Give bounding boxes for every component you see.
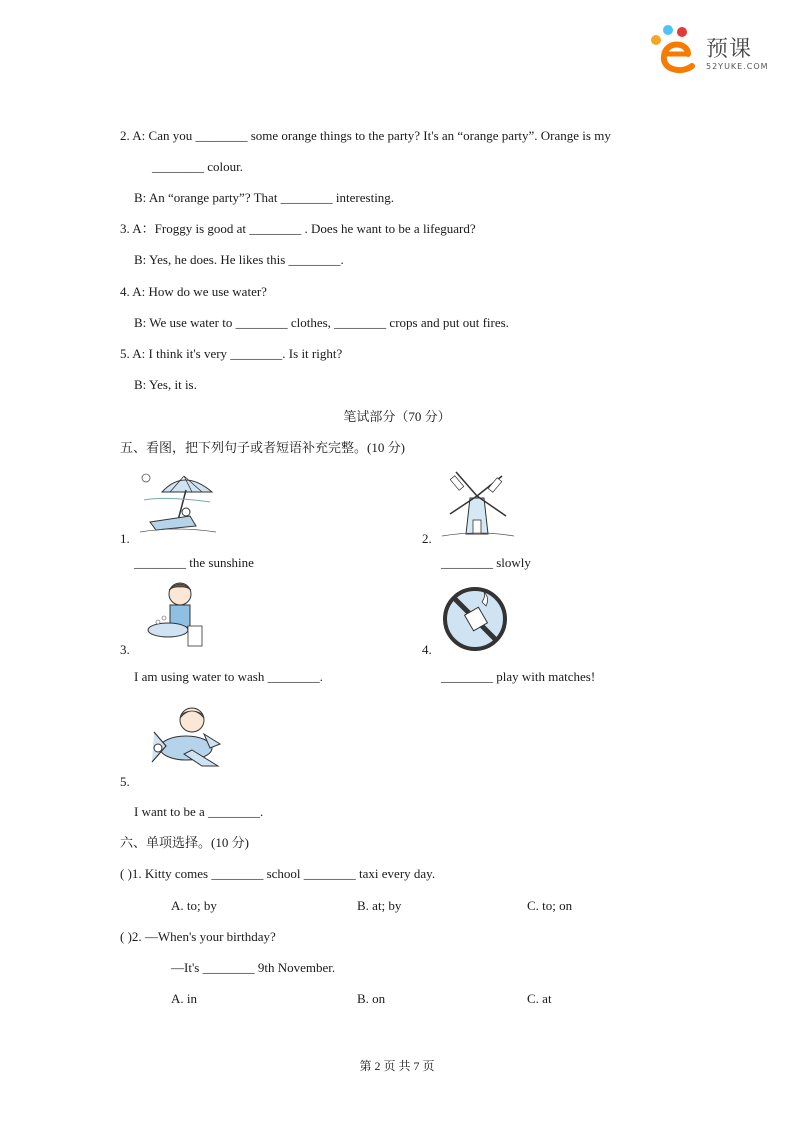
q4-line-a: 4. A: How do we use water? xyxy=(120,284,267,299)
s5-item5-num: 5. xyxy=(120,774,130,789)
q3-line-a: 3. A：Froggy is good at ________ . Does he want to be a lifeguard? xyxy=(120,221,476,236)
s5-item4-text: ________ play with matches! xyxy=(441,669,596,684)
s6-q2-stem: ( )2. —When's your birthday? xyxy=(120,929,276,944)
logo-site-text: 52YUKE.COM xyxy=(706,62,769,71)
logo-brand-text: 预课 xyxy=(706,37,753,62)
s6-q2-option-b: B. on xyxy=(357,991,386,1006)
section5-title: 五、看图，把下列句子或者短语补充完整。(10 分) xyxy=(120,440,405,455)
q4-line-b: B: We use water to ________ clothes, ________ crops and put out fires. xyxy=(134,315,509,330)
s5-item1-text: ________ the sunshine xyxy=(134,555,254,570)
s5-item3-text: I am using water to wash ________. xyxy=(134,669,323,684)
s6-q1-option-c: C. to; on xyxy=(527,898,573,913)
page-footer: 第 2 页 共 7 页 xyxy=(359,1059,435,1073)
s6-q2-line2: —It's ________ 9th November. xyxy=(171,960,336,975)
s5-item5-text: I want to be a ________. xyxy=(134,804,264,819)
q3-line-b: B: Yes, he does. He likes this ________. xyxy=(134,252,344,267)
s5-item2-text: ________ slowly xyxy=(441,555,531,570)
q2-line-a1: 2. A: Can you ________ some orange things to the party? It's an “orange party”. Orange is my xyxy=(120,128,611,143)
s6-q2-option-c: C. at xyxy=(527,991,552,1006)
q2-line-b: B: An “orange party”? That ________ interesting. xyxy=(134,190,395,205)
s6-q1-stem: ( )1. Kitty comes ________ school ________ taxi every day. xyxy=(120,866,436,881)
no-matches-icon xyxy=(440,584,510,654)
s6-q1-option-a: A. to; by xyxy=(171,898,217,913)
s6-q2-option-a: A. in xyxy=(171,991,197,1006)
q2-line-a2: ________ colour. xyxy=(152,159,243,174)
s5-item2-num: 2. xyxy=(422,531,432,546)
brand-logo xyxy=(646,24,776,80)
logo-mark-icon xyxy=(646,24,704,80)
s5-item1-num: 1. xyxy=(120,531,130,546)
section6-title: 六、单项选择。(10 分) xyxy=(120,835,249,850)
q5-line-b: B: Yes, it is. xyxy=(134,377,197,392)
pilot-plane-icon xyxy=(144,704,224,780)
s6-q1-option-b: B. at; by xyxy=(357,898,402,913)
s5-item4-num: 4. xyxy=(422,642,432,657)
beach-umbrella-icon xyxy=(136,470,218,538)
boy-washing-icon xyxy=(144,580,216,652)
q5-line-a: 5. A: I think it's very ________. Is it right? xyxy=(120,346,343,361)
windmill-icon xyxy=(440,468,516,540)
s5-item3-num: 3. xyxy=(120,642,130,657)
written-part-title: 笔试部分（70 分） xyxy=(343,409,451,424)
